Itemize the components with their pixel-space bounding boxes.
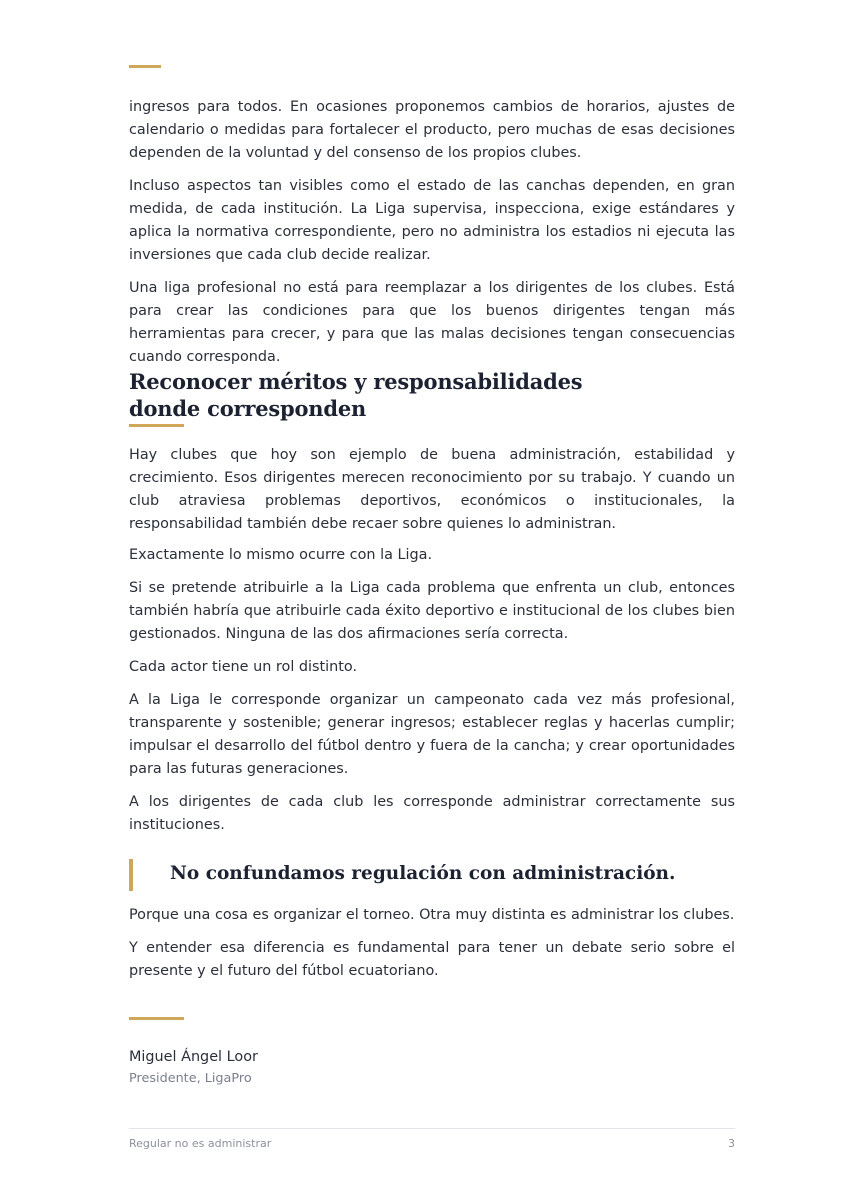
closing-paragraph-2: Y entender esa diferencia es fundamental para tener un debate serio sobre el presente y el futuro del fútbol ecuatoriano.	[129, 940, 735, 979]
footer-divider	[129, 1128, 735, 1129]
footer-title: Regular no es administrar	[129, 1137, 272, 1150]
paragraph-2: Incluso aspectos tan visibles como el estado de las canchas dependen, en gran medida, de cada institución. La Liga supervisa, inspecciona, exige estándares y aplica la normativa correspondiente, pero no administra los estadios ni ejecuta las inversiones que cada club decide realizar.	[129, 178, 735, 263]
section-paragraph-1: Hay clubes que hoy son ejemplo de buena administración, estabilidad y crecimiento. Esos dirigentes merecen reconocimiento por su trabajo. Y cuando un club atraviesa problemas deportivos, económicos o institucionales, la responsabilidad también debe recaer sobre quienes lo administran.	[129, 447, 735, 532]
section-paragraph-2: Exactamente lo mismo ocurre con la Liga.	[129, 547, 433, 563]
paragraph-1: ingresos para todos. En ocasiones proponemos cambios de horarios, ajustes de calendario o medidas para fortalecer el producto, pero muchas de esas decisiones dependen de la voluntad y del consenso de los propios clubes.	[129, 99, 735, 161]
section-paragraph-6: A los dirigentes de cada club les corresponde administrar correctamente sus instituciones.	[129, 794, 735, 833]
top-accent-rule	[129, 65, 161, 68]
signature-rule	[129, 1017, 184, 1020]
section-heading-rule	[129, 424, 184, 427]
section-paragraph-5: A la Liga le corresponde organizar un campeonato cada vez más profesional, transparente y sostenible; generar ingresos; establecer reglas y hacerlas cumplir; impulsar el desarrollo del fútbol dentro y fuera de la cancha; y crear oportunidades para las futuras generaciones.	[129, 692, 735, 777]
section-paragraph-4: Cada actor tiene un rol distinto.	[129, 659, 358, 675]
section-paragraph-3: Si se pretende atribuirle a la Liga cada problema que enfrenta un club, entonces también habría que atribuirle cada éxito deportivo e institucional de los clubes bien gestionados. Ninguna de las dos afirmaciones sería correcta.	[129, 580, 735, 642]
paragraph-3: Una liga profesional no está para reemplazar a los dirigentes de los clubes. Está para crear las condiciones para que los buenos dirigentes tengan más herramientas para crecer, y para que las malas decisiones tengan consecuencias cuando corresponda.	[129, 280, 735, 365]
page-number: 3	[728, 1137, 735, 1150]
signature-role: Presidente, LigaPro	[129, 1071, 252, 1086]
section-heading: Reconocer méritos y responsabilidades donde corresponden	[129, 369, 583, 421]
closing-paragraph-1: Porque una cosa es organizar el torneo. Otra muy distinta es administrar los clubes.	[129, 907, 735, 923]
signature-name: Miguel Ángel Loor	[129, 1049, 258, 1065]
pull-quote: No confundamos regulación con administración.	[170, 863, 676, 884]
pull-quote-bar	[129, 859, 133, 891]
